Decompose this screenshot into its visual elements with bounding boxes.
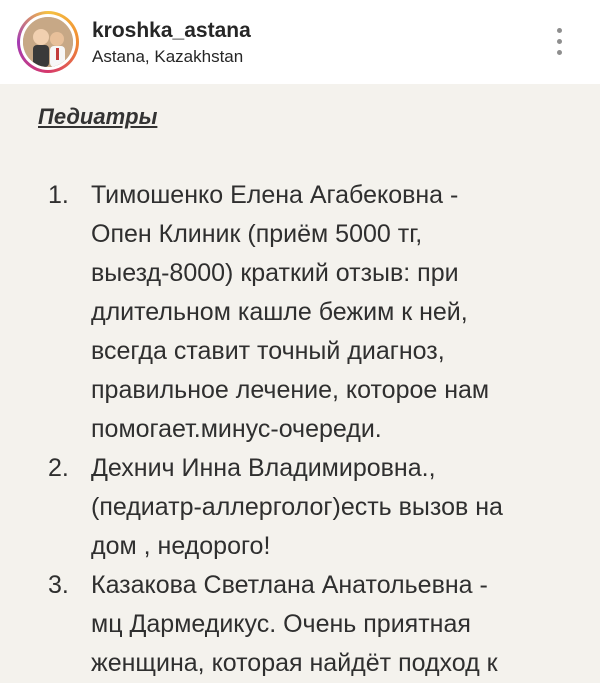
- avatar-illustration: [23, 17, 73, 67]
- list-item: [0, 449, 600, 566]
- list-item-number: 2.: [48, 454, 69, 482]
- post-heading: Педиатры: [38, 104, 158, 129]
- list-item-text: Тимошенко Елена Агабековна - Опен Клиник (приём 5000 тг, выезд-8000) краткий отзыв: при длительном кашле бежим к ней, всегда ставит точный диагноз, правильное лечение, которое нам помогает.минус-очереди.: [91, 181, 490, 443]
- post-header: [0, 0, 600, 84]
- avatar-image: [23, 17, 73, 67]
- list-item-text: Казакова Светлана Анатольевна - мц Дармедикус. Очень приятная женщина, которая найдёт подход к: [91, 571, 498, 677]
- profile-avatar[interactable]: [17, 11, 79, 73]
- location-link[interactable]: Astana, Kazakhstan: [92, 47, 244, 66]
- username-link[interactable]: kroshka_astana: [92, 19, 251, 42]
- post-image: [0, 84, 600, 683]
- list-item-text: Дехнич Инна Владимировна., (педиатр-аллерголог)есть вызов на дом , недорого!: [91, 454, 503, 560]
- doctor-list: [0, 176, 600, 683]
- list-item: [0, 566, 600, 683]
- list-item-number: 1.: [48, 181, 69, 209]
- list-item: [0, 176, 600, 449]
- list-item-number: 3.: [48, 571, 69, 599]
- more-options-icon[interactable]: [553, 28, 565, 58]
